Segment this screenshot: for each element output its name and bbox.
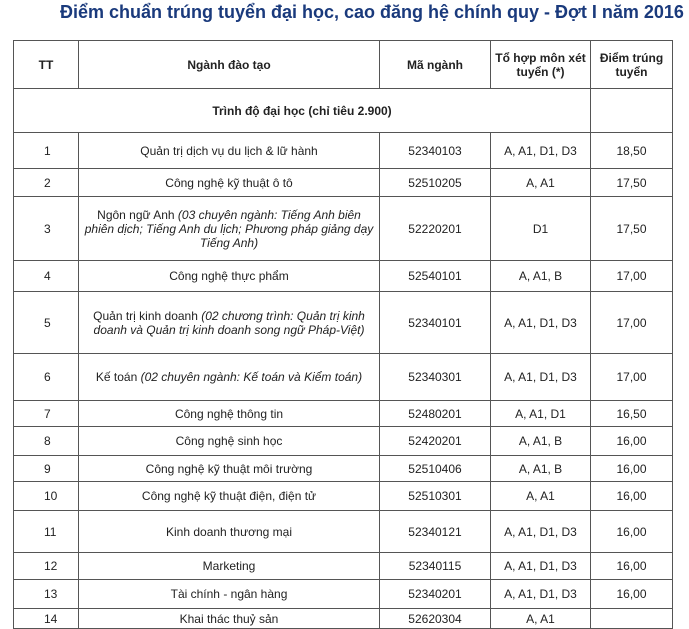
header-to-hop-line1: Tổ hợp môn xét bbox=[495, 50, 586, 65]
table-row bbox=[14, 427, 673, 456]
nganh-name: Marketing bbox=[202, 559, 256, 573]
cell-ma-nganh: 52480201 bbox=[380, 401, 491, 427]
cell-to-hop: A, A1 bbox=[491, 609, 591, 629]
header-row bbox=[14, 41, 673, 89]
cell-tt: 14 bbox=[14, 609, 79, 629]
cell-tt: 2 bbox=[14, 169, 79, 197]
cell-to-hop: A, A1, B bbox=[491, 261, 591, 292]
cell-tt: 13 bbox=[14, 580, 79, 609]
header-to-hop bbox=[491, 41, 591, 89]
cell-tt: 6 bbox=[14, 354, 79, 401]
cell-nganh bbox=[79, 197, 380, 261]
cell-nganh bbox=[79, 292, 380, 354]
table-row bbox=[14, 609, 673, 629]
cell-nganh bbox=[79, 580, 380, 609]
cell-tt: 8 bbox=[14, 427, 79, 456]
cell-ma-nganh: 52340201 bbox=[380, 580, 491, 609]
cell-ma-nganh: 52340101 bbox=[380, 292, 491, 354]
cell-diem: 16,00 bbox=[591, 456, 673, 482]
cell-to-hop: A, A1, D1, D3 bbox=[491, 511, 591, 553]
cell-tt: 5 bbox=[14, 292, 79, 354]
section-row bbox=[14, 89, 673, 133]
table-row bbox=[14, 456, 673, 482]
cell-nganh bbox=[79, 609, 380, 629]
cell-to-hop: A, A1, B bbox=[491, 427, 591, 456]
cell-to-hop: A, A1, D1, D3 bbox=[491, 580, 591, 609]
cell-ma-nganh: 52540101 bbox=[380, 261, 491, 292]
cell-to-hop: A, A1 bbox=[491, 169, 591, 197]
cell-diem bbox=[591, 609, 673, 629]
cell-nganh bbox=[79, 133, 380, 169]
cell-nganh bbox=[79, 482, 380, 511]
nganh-name: Quản trị kinh doanh bbox=[93, 308, 202, 323]
nganh-name: Quản trị dịch vụ du lịch & lữ hành bbox=[140, 143, 318, 158]
cell-nganh bbox=[79, 401, 380, 427]
cell-diem: 16,00 bbox=[591, 553, 673, 580]
nganh-name: Ngôn ngữ Anh bbox=[97, 207, 178, 222]
cell-diem: 16,00 bbox=[591, 482, 673, 511]
nganh-name: Kế toán bbox=[95, 370, 141, 384]
cell-diem: 16,00 bbox=[591, 427, 673, 456]
table-row bbox=[14, 133, 673, 169]
cell-tt: 12 bbox=[14, 553, 79, 580]
cell-nganh bbox=[79, 169, 380, 197]
nganh-name: Công nghệ thông tin bbox=[174, 406, 284, 421]
cell-ma-nganh: 52510406 bbox=[380, 456, 491, 482]
cell-ma-nganh: 52510205 bbox=[380, 169, 491, 197]
cell-diem: 16,50 bbox=[591, 401, 673, 427]
cell-to-hop: A, A1, D1, D3 bbox=[491, 292, 591, 354]
table-row bbox=[14, 580, 673, 609]
cell-nganh bbox=[79, 427, 380, 456]
cell-tt: 4 bbox=[14, 261, 79, 292]
cell-nganh bbox=[79, 511, 380, 553]
cell-nganh bbox=[79, 553, 380, 580]
table-row bbox=[14, 401, 673, 427]
cell-diem: 17,00 bbox=[591, 261, 673, 292]
cell-tt: 11 bbox=[14, 511, 79, 553]
cell-ma-nganh: 52620304 bbox=[380, 609, 491, 629]
cell-to-hop: A, A1, D1, D3 bbox=[491, 354, 591, 401]
cell-ma-nganh: 52220201 bbox=[380, 197, 491, 261]
cell-ma-nganh: 52340301 bbox=[380, 354, 491, 401]
cell-to-hop: A, A1, D1, D3 bbox=[491, 553, 591, 580]
cell-ma-nganh: 52510301 bbox=[380, 482, 491, 511]
cell-tt: 10 bbox=[14, 482, 79, 511]
cell-diem: 16,00 bbox=[591, 511, 673, 553]
nganh-note: (02 chương trình: Quản trị kinh doanh và Quản trị kinh doanh song ngữ Pháp-Việt) bbox=[93, 308, 365, 337]
cell-to-hop: A, A1, D1, D3 bbox=[491, 133, 591, 169]
cell-tt: 3 bbox=[14, 197, 79, 261]
cell-diem: 17,00 bbox=[591, 354, 673, 401]
table-row bbox=[14, 354, 673, 401]
cell-diem: 17,50 bbox=[591, 169, 673, 197]
header-diem-line2: tuyển bbox=[615, 64, 648, 79]
nganh-note: (03 chuyên ngành: Tiếng Anh biên phiên dịch; Tiếng Anh du lịch; Phương pháp giảng dạy Tiếng Anh) bbox=[84, 207, 374, 250]
cell-ma-nganh: 52340103 bbox=[380, 133, 491, 169]
nganh-note: (02 chuyên ngành: Kế toán và Kiểm toán) bbox=[140, 370, 363, 384]
nganh-name: Công nghệ thực phẩm bbox=[169, 269, 289, 283]
cell-to-hop: D1 bbox=[491, 197, 591, 261]
nganh-name: Tài chính - ngân hàng bbox=[170, 587, 288, 601]
nganh-name: Công nghệ kỹ thuật ô tô bbox=[165, 175, 293, 190]
table-row bbox=[14, 292, 673, 354]
cell-ma-nganh: 52340121 bbox=[380, 511, 491, 553]
header-tt: TT bbox=[14, 41, 79, 89]
cell-to-hop: A, A1, B bbox=[491, 456, 591, 482]
table-row bbox=[14, 261, 673, 292]
table-row bbox=[14, 553, 673, 580]
section-empty-cell bbox=[591, 89, 673, 133]
cell-tt: 7 bbox=[14, 401, 79, 427]
page-title: Điểm chuẩn trúng tuyển đại học, cao đăng hệ chính quy - Đợt I năm 2016 bbox=[60, 2, 684, 22]
table-row bbox=[14, 511, 673, 553]
header-diem bbox=[591, 41, 673, 89]
nganh-name: Kinh doanh thương mại bbox=[166, 524, 292, 539]
section-title: Trình độ đại học (chỉ tiêu 2.900) bbox=[14, 89, 591, 133]
table-row bbox=[14, 197, 673, 261]
header-nganh: Ngành đào tạo bbox=[79, 41, 380, 89]
header-ma-nganh: Mã ngành bbox=[380, 41, 491, 89]
cell-nganh bbox=[79, 261, 380, 292]
nganh-name: Công nghệ kỹ thuật môi trường bbox=[145, 461, 313, 476]
cell-ma-nganh: 52420201 bbox=[380, 427, 491, 456]
table-row bbox=[14, 169, 673, 197]
cell-nganh bbox=[79, 354, 380, 401]
nganh-name: Khai thác thuỷ sản bbox=[179, 611, 279, 626]
header-to-hop-line2: tuyển (*) bbox=[516, 64, 565, 79]
cell-diem: 16,00 bbox=[591, 580, 673, 609]
score-table bbox=[13, 40, 673, 629]
cell-tt: 1 bbox=[14, 133, 79, 169]
cell-diem: 17,50 bbox=[591, 197, 673, 261]
cell-to-hop: A, A1, D1 bbox=[491, 401, 591, 427]
nganh-name: Công nghệ kỹ thuật điện, điện tử bbox=[141, 489, 317, 503]
cell-diem: 17,00 bbox=[591, 292, 673, 354]
cell-diem: 18,50 bbox=[591, 133, 673, 169]
nganh-name: Công nghệ sinh học bbox=[175, 434, 283, 448]
cell-to-hop: A, A1 bbox=[491, 482, 591, 511]
cell-tt: 9 bbox=[14, 456, 79, 482]
table-row bbox=[14, 482, 673, 511]
cell-ma-nganh: 52340115 bbox=[380, 553, 491, 580]
cell-nganh bbox=[79, 456, 380, 482]
header-diem-line1: Điểm trúng bbox=[599, 50, 664, 65]
